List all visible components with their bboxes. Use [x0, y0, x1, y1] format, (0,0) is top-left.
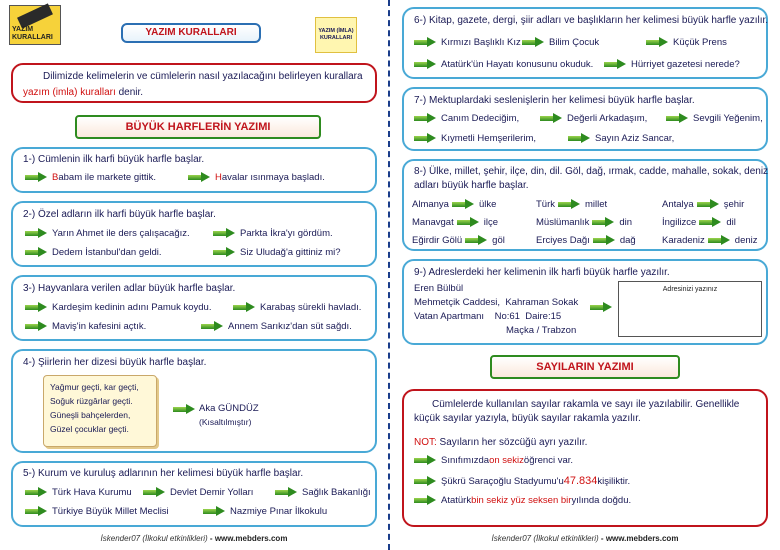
- arrow-icon: [25, 507, 47, 516]
- arrow-icon: [699, 218, 721, 227]
- arrow-icon: [25, 488, 47, 497]
- list-item: Türkiye Büyük Millet Meclisi: [25, 506, 169, 517]
- list-item: Kıymetli Hemşerilerim,: [414, 133, 536, 144]
- place-pair: Karadeniz deniz: [662, 235, 758, 246]
- rule-1-box: 1-) Cümlenin ilk harfi büyük harfle başlar. B abam ile markete gittik. H avalar ısınmaya başladı.: [11, 147, 377, 193]
- list-item: Yarın Ahmet ile ders çalışacağız.: [25, 228, 190, 239]
- arrow-icon: [203, 507, 225, 516]
- list-item: B abam ile markete gittik.: [25, 172, 156, 183]
- arrow-icon: [708, 236, 730, 245]
- arrow-to-address-box: [590, 303, 617, 312]
- imla-badge: YAZIM (İMLA) KURALLARI: [315, 17, 357, 53]
- arrow-icon: [25, 229, 47, 238]
- list-item: Kardeşim kedinin adını Pamuk koydu.: [25, 302, 211, 313]
- list-item: Nazmiye Pınar İlkokulu: [203, 506, 327, 517]
- section-title-numbers: SAYILARIN YAZIMI: [490, 355, 680, 379]
- intro-box: Dilimizde kelimelerin ve cümlelerin nasıl yazılacağını belirleyen kurallara yazım (imla) kuralları denir.: [11, 63, 377, 103]
- rule-3-box: 3-) Hayvanlara verilen adlar büyük harfle başlar. Kardeşim kedinin adını Pamuk koydu. Karabaş sürekli havladı. Maviş'in kafesini açtık. Annem Sarıkız'dan süt sağdı.: [11, 275, 377, 341]
- logo: YAZIM KURALLARI: [9, 5, 61, 45]
- place-pair: Müslümanlık din: [536, 217, 633, 228]
- numbers-box: Cümlelerde kullanılan sayılar rakamla ve sayı ile yazılabilir. Genellikle küçük sayılar yazıyla, büyük sayılar rakamla yazılır. NOT: Sayıların her sözcüğü ayrı yazılır. Sınıfımızda on sekiz öğrenci var. Şükrü Saraçoğlu Stadyumu'u 47.834 kişiliktir. Atatürk bin sekiz yüz seksen bir yılında doğdu.: [402, 389, 768, 527]
- arrow-icon: [143, 488, 165, 497]
- arrow-icon: [213, 248, 235, 257]
- pencil-icon: [17, 3, 53, 28]
- place-pair: Antalya şehir: [662, 199, 745, 210]
- list-item: Canım Dedeciğim,: [414, 113, 519, 124]
- list-item: Sevgili Yeğenim,: [666, 113, 763, 124]
- rule-4-box: 4-) Şiirlerin her dizesi büyük harfle başlar. Yağmur geçti, kar geçti, Soğuk rüzgârlar geçti. Güneşli bahçelerden, Güzel çocuklar geçti. Aka GÜNDÜZ (Kısaltılmıştır): [11, 349, 377, 453]
- list-item: Sayın Aziz Sancar,: [568, 133, 674, 144]
- list-item: Atatürk'ün Hayatı konusunu okuduk.: [414, 59, 593, 70]
- arrow-icon: [646, 38, 668, 47]
- list-item: Türk Hava Kurumu: [25, 487, 132, 498]
- list-item: H avalar ısınmaya başladı.: [188, 172, 325, 183]
- arrow-to-author: [173, 405, 200, 414]
- arrow-icon: [414, 496, 436, 505]
- arrow-icon: [414, 38, 436, 47]
- arrow-icon: [568, 134, 590, 143]
- place-pair: Erciyes Dağı dağ: [536, 235, 636, 246]
- list-item: Küçük Prens: [646, 37, 727, 48]
- list-item: Karabaş sürekli havladı.: [233, 302, 361, 313]
- list-item: Parkta İkra'yı gördüm.: [213, 228, 333, 239]
- place-pair: Türk millet: [536, 199, 608, 210]
- arrow-icon: [452, 200, 474, 209]
- arrow-icon: [233, 303, 255, 312]
- arrow-icon: [25, 248, 47, 257]
- list-item: Maviş'in kafesini açtık.: [25, 321, 146, 332]
- arrow-icon: [590, 303, 612, 312]
- list-item: Dedem İstanbul'dan geldi.: [25, 247, 162, 258]
- section-title-capital-letters: BÜYÜK HARFLERİN YAZIMI: [75, 115, 321, 139]
- arrow-icon: [414, 134, 436, 143]
- arrow-icon: [697, 200, 719, 209]
- list-item: Değerli Arkadaşım,: [540, 113, 647, 124]
- rule-5-box: 5-) Kurum ve kuruluş adlarının her kelimesi büyük harfle başlar. Türk Hava Kurumu Devlet Demir Yolları Sağlık Bakanlığı Türkiye Büyük Millet Meclisi Nazmiye Pınar İlkokulu: [11, 461, 377, 527]
- arrow-icon: [25, 322, 47, 331]
- arrow-icon: [25, 173, 47, 182]
- list-item: Annem Sarıkız'dan süt sağdı.: [201, 321, 352, 332]
- address-input-box[interactable]: Adresinizi yazınız: [618, 281, 762, 337]
- arrow-icon: [522, 38, 544, 47]
- list-item: Devlet Demir Yolları: [143, 487, 253, 498]
- arrow-icon: [558, 200, 580, 209]
- arrow-icon: [666, 114, 688, 123]
- footer: İskender07 (İlkokul etkinlikleri) - www.mebders.com: [491, 534, 679, 543]
- arrow-icon: [414, 114, 436, 123]
- arrow-icon: [25, 303, 47, 312]
- arrow-icon: [540, 114, 562, 123]
- place-pair: Manavgat ilçe: [412, 217, 498, 228]
- list-item: Şükrü Saraçoğlu Stadyumu'u 47.834 kişiliktir.: [414, 475, 630, 487]
- left-page: [3, 3, 385, 545]
- place-pair: Eğirdir Gölü göl: [412, 235, 505, 246]
- arrow-icon: [213, 229, 235, 238]
- list-item: Hürriyet gazetesi nerede?: [604, 59, 740, 70]
- place-pair: İngilizce dil: [662, 217, 736, 228]
- arrow-icon: [275, 488, 297, 497]
- list-item: Kırmızı Başlıklı Kız: [414, 37, 521, 48]
- footer: İskender07 (İlkokul etkinlikleri) - www.mebders.com: [100, 534, 288, 543]
- list-item: Siz Uludağ'a gittiniz mi?: [213, 247, 341, 258]
- rule-7-box: 7-) Mektuplardaki seslenişlerin her kelimesi büyük harfle başlar. Canım Dedeciğim, Değerli Arkadaşım, Sevgili Yeğenim, Kıymetli Hemşerilerim, Sayın Aziz Sancar,: [402, 87, 768, 151]
- arrow-icon: [188, 173, 210, 182]
- arrow-icon: [592, 218, 614, 227]
- list-item: Sağlık Bakanlığı: [275, 487, 371, 498]
- arrow-icon: [173, 405, 195, 414]
- arrow-icon: [465, 236, 487, 245]
- place-pair: Almanya ülke: [412, 199, 497, 210]
- arrow-icon: [593, 236, 615, 245]
- arrow-icon: [201, 322, 223, 331]
- rule-6-box: 6-) Kitap, gazete, dergi, şiir adları ve başlıkların her kelimesi büyük harfle yazılır. Kırmızı Başlıklı Kız Bilim Çocuk Küçük Prens Atatürk'ün Hayatı konusunu okuduk. Hürriyet gazetesi nerede?: [402, 7, 768, 79]
- arrow-icon: [457, 218, 479, 227]
- page-title: YAZIM KURALLARI: [121, 23, 261, 43]
- list-item: Bilim Çocuk: [522, 37, 599, 48]
- list-item: Atatürk bin sekiz yüz seksen bir yılında doğdu.: [414, 495, 631, 506]
- arrow-icon: [604, 60, 626, 69]
- arrow-icon: [414, 477, 436, 486]
- arrow-icon: [414, 456, 436, 465]
- page-divider: [388, 0, 390, 550]
- arrow-icon: [414, 60, 436, 69]
- rule-9-box: 9-) Adreslerdeki her kelimenin ilk harfi büyük harfle yazılır. Eren Bülbül Mehmetçik Caddesi, Kahraman Sokak Vatan Apartmanı No:61 Daire:15 Maçka / Trabzon Adresinizi yazınız: [402, 259, 768, 345]
- rule-8-box: 8-) Ülke, millet, şehir, ilçe, din, dil. Göl, dağ, ırmak, cadde, mahalle, sokak, deniz adları büyük harfle başlar. Almanya ülke Türk millet Antalya şehir Manavgat ilçe Müslümanlık din İngilizce dil Eğirdir Gölü göl Erciyes Dağı dağ Karadeniz deniz: [402, 159, 768, 251]
- list-item: Sınıfımızda on sekiz öğrenci var.: [414, 455, 573, 466]
- rule-2-box: 2-) Özel adların ilk harfi büyük harfle başlar. Yarın Ahmet ile ders çalışacağız. Parkta İkra'yı gördüm. Dedem İstanbul'dan geldi. Siz Uludağ'a gittiniz mi?: [11, 201, 377, 267]
- right-page: [394, 3, 776, 545]
- poem-scroll: Yağmur geçti, kar geçti, Soğuk rüzgârlar geçti. Güneşli bahçelerden, Güzel çocuklar geçti.: [43, 375, 157, 447]
